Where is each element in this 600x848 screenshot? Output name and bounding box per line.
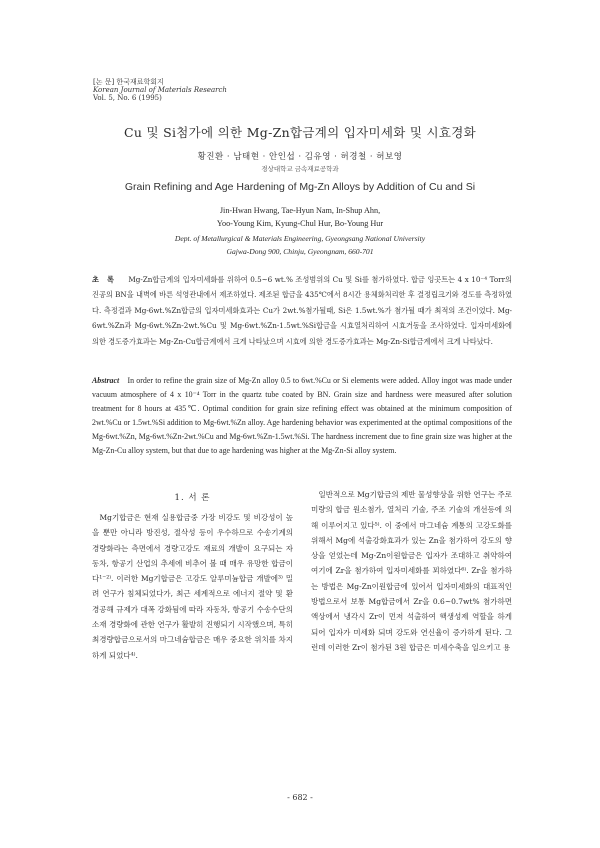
paper-title-en: Grain Refining and Age Hardening of Mg-Zn Alloys by Addition of Cu and Si (124, 181, 476, 193)
section-heading-introduction: 1. 서 론 (174, 493, 211, 503)
journal-volume: Vol. 5, No. 6 (1995) (93, 94, 162, 102)
body-column-left (92, 510, 293, 663)
paragraph-left: Mg기합금은 현재 실용합금중 가장 비강도 및 비강성이 높을 뿐만 아니라 방진성, 절삭성 등이 우수하므로 수송기계의 경량화라는 측면에서 경량고강도 재료의 개발이 요구되는 자동차, 항공기 산업의 추세에 비추어 볼 때 매우 유망한 합금이다¹⁻²⁾. 이러한 Mg기합금은 고강도 알루미늄합금 개발에³⁾ 밀려 연구가 침체되었다가, 최근 세계적으로 에너지 절약 및 환경공해 규제가 대폭 강화됨에 따라 자동차, 항공기 수송수단의 소재 경량화에 관한 연구가 활발히 진행되기 시작했으며, 특히 최경량합금으로서의 마그네슘합금은 매우 중요한 위치를 차지하게 되었다⁴⁾. (92, 513, 293, 660)
affiliation-en-line2: Gajwa-Dong 900, Chinju, Gyeongnam, 660-701 (226, 247, 374, 256)
abstract-ko-text: Mg-Zn합금계의 입자미세화를 위하여 0.5~6 wt.% 조성범위의 Cu 및 Si를 첨가하였다. 합금 잉곳트는 4 x 10⁻⁴ Torr의 진공의 BN을 내벽에 바른 석영관내에서 제조하였다. 제조된 합금을 435℃에서 8시간 용체화처리한 후 결정립크기와 경도를 측정하였다. 측정결과 Mg-6wt.%Zn합금의 입자미세화효과는 Cu가 2wt.%첨가될때, Si은 1.5wt.%가 첨가될 때가 최적의 조건이었다. Mg-6wt.%Zn과 Mg-6wt.%Zn-2wt.%Cu 및 Mg-6wt.%Zn-1.5wt.%Si합금을 시효열처리하여 시효거동을 조사하였다. 입자미세화에 의한 경도증가효과는 Mg-Zn-Cu합금계에서 크게 나타났으며 시효에 의한 경도증가효과는 Mg-Zn-Si합금계에서 크게 나타났다. (92, 275, 512, 346)
abstract-ko (92, 272, 512, 349)
journal-name-ko: [논 문] 한국재료학회지 (93, 78, 164, 86)
page-number: - 682 - (287, 793, 313, 802)
abstract-ko-label: 초록 (92, 275, 122, 284)
affiliation-en-line1: Dept. of Metallurgical & Materials Engineering, Gyeongsang National University (174, 234, 426, 243)
paper-title-ko: Cu 및 Si첨가에 의한 Mg-Zn합금계의 입자미세화 및 시효경화 (123, 125, 477, 140)
body-column-right (311, 487, 512, 655)
affiliation-en (0, 232, 600, 258)
abstract-en-label: Abstract (92, 376, 120, 385)
journal-header (93, 78, 227, 102)
journal-name-en: Korean Journal of Materials Research (93, 86, 227, 94)
authors-en-line2: Yoo-Young Kim, Kyung-Chul Hur, Bo-Young Hur (216, 219, 384, 228)
abstract-en (92, 374, 512, 457)
paragraph-right: 일반적으로 Mg기합금의 제반 물성향상을 위한 연구는 주로 미량의 합금 원소첨가, 열처리 기술, 주조 기술의 개선등에 의해 이루어지고 있다⁵⁾. 이 중에서 마그네슘 계통의 고강도화를 위해서 Mg에 석출강화효과가 있는 Zn을 첨가하여 강도의 향상을 얻었는데 Mg-Zn이원합금은 입자가 조대하고 취약하여 여기에 Zr을 첨가하여 입자미세화를 꾀하였다⁶⁾. Zr을 첨가하는 방법은 Mg-Zn이원합금에 있어서 입자미세화의 대표적인 방법으로서 보통 Mg합금에서 Zr을 0.6~0.7wt% 첨가하면 액상에서 냉각시 Zr이 먼저 석출하여 핵생성제 역할을 하게 되어 입자가 미세화 되며 강도와 연신율이 증가하게 된다. 그런데 이러한 Zr이 첨가된 3원 합금은 미세수축을 일으키고 용 (311, 490, 512, 652)
affiliation-ko: 경상대학교 금속재료공학과 (261, 165, 339, 173)
authors-ko: 황진환 · 남태현 · 안인섭 · 김유영 · 허경철 · 허보영 (197, 152, 403, 162)
authors-en (0, 204, 600, 230)
abstract-en-text: In order to refine the grain size of Mg-Zn alloy 0.5 to 6wt.%Cu or Si elements were added. Alloy ingot was made under vacuum atmosphere of 4 x 10⁻⁴ Torr in the quartz tube coated by BN. Grain size and hardness were measured after solution treatment for 8 hours at 435℃. Optimal condition for grain size refining effect was obtained at the minimum composition of 2wt.%Cu or 1.5wt.%Si addition to Mg-6wt.%Zn alloy. Age hardening behavior was experimented at the optimal compositions of the Mg-6wt.%Zn, Mg-6wt.%Zn-2wt.%Cu and Mg-6wt.%Zn-1.5wt.%Si. The hardness increment due to fine grain size was higher at the Mg-Zn-Cu alloy system, but that due to age hardening was higher at the Mg-Zn-Si alloy system. (92, 376, 512, 455)
authors-en-line1: Jin-Hwan Hwang, Tae-Hyun Nam, In-Shup Ahn, (219, 206, 381, 215)
